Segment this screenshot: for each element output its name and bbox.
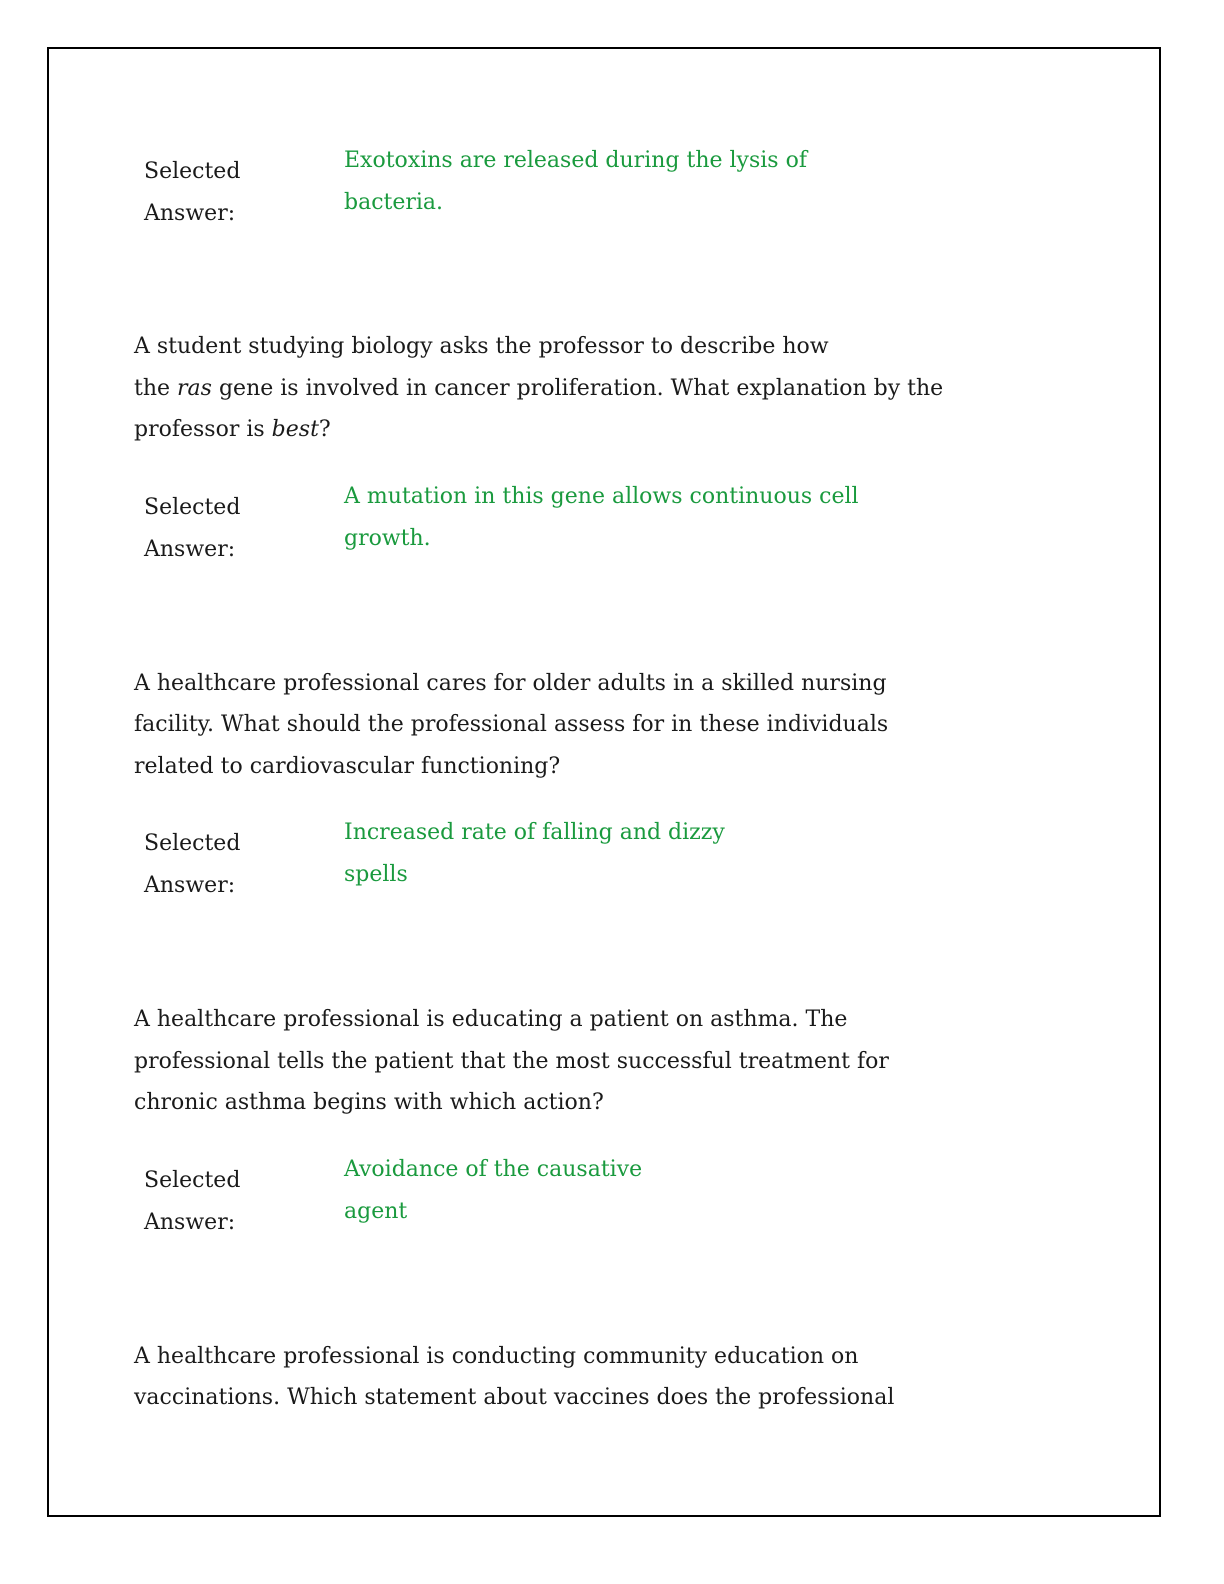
answer-label <box>144 151 324 235</box>
question-text: ? <box>318 417 331 442</box>
selected-answer-1 <box>134 140 1034 224</box>
answer-label-line1: Selected <box>144 494 241 520</box>
question-line: A healthcare professional cares for older adults in a skilled nursing <box>134 670 887 696</box>
question-vaccines <box>134 1336 1034 1419</box>
question-text: professor is <box>134 417 272 442</box>
question-line: facility. What should the professional assess for in these individuals <box>134 712 889 737</box>
answer-label-line2: Answer: <box>144 873 236 898</box>
question-line: professional tells the patient that the most successful treatment for <box>134 1048 889 1074</box>
answer-label-line1: Selected <box>144 159 241 184</box>
answer-label-line1: Selected <box>144 1167 241 1193</box>
selected-answer-2 <box>134 476 1034 560</box>
selected-answer-3 <box>134 812 1034 896</box>
answer-text-line2: spells <box>344 862 408 887</box>
question-cardiovascular <box>134 663 1034 788</box>
question-line <box>134 409 1034 451</box>
question-line: vaccinations. Which statement about vaccines does the professional <box>134 1385 895 1410</box>
answer-label-line1: Selected <box>144 831 241 856</box>
answer-label-line2: Answer: <box>144 201 236 226</box>
answer-text-line1: A mutation in this gene allows continuous cell <box>344 483 859 509</box>
question-asthma <box>134 999 1034 1124</box>
answer-text-line1: Avoidance of the causative <box>344 1156 643 1182</box>
document-content <box>134 140 1034 1419</box>
answer-label-line2: Answer: <box>144 1209 236 1235</box>
question-line: A student studying biology asks the professor to describe how <box>134 334 829 359</box>
question-line: chronic asthma begins with which action? <box>134 1090 604 1115</box>
answer-label <box>144 1160 324 1244</box>
answer-text <box>344 1149 904 1233</box>
question-line <box>134 368 1034 410</box>
answer-label-line2: Answer: <box>144 536 236 562</box>
answer-text-line2: growth. <box>344 525 431 551</box>
answer-label <box>144 487 324 571</box>
answer-text <box>344 812 904 896</box>
question-ras-gene <box>134 326 1034 451</box>
question-line: related to cardiovascular functioning? <box>134 753 561 779</box>
answer-label <box>144 823 324 907</box>
question-italic-term: best <box>271 417 319 442</box>
question-line: A healthcare professional is educating a patient on asthma. The <box>134 1007 848 1032</box>
answer-text <box>344 476 904 560</box>
answer-text-line1: Exotoxins are released during the lysis of <box>344 148 807 173</box>
answer-text-line2: agent <box>344 1198 408 1224</box>
selected-answer-4 <box>134 1149 1034 1233</box>
answer-text-line2: bacteria. <box>344 190 444 215</box>
answer-text-line1: Increased rate of falling and dizzy <box>344 820 725 845</box>
question-line: A healthcare professional is conducting community education on <box>134 1343 859 1369</box>
answer-text <box>344 140 904 224</box>
question-text: gene is involved in cancer proliferation. What explanation by the <box>211 375 944 401</box>
question-italic-term: ras <box>177 375 212 401</box>
question-text: the <box>134 375 178 401</box>
